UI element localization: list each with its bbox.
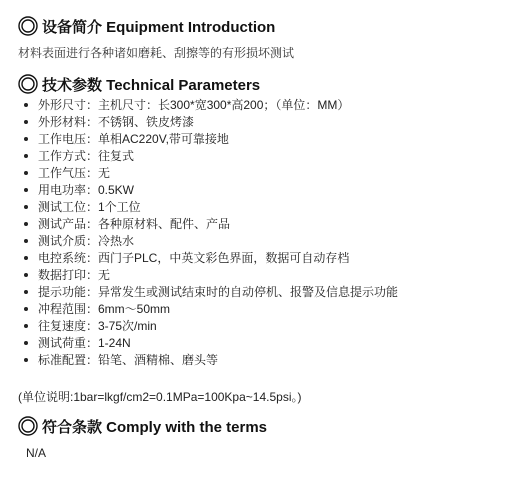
parameter-list — [18, 96, 398, 368]
bullet-icon — [24, 290, 28, 294]
bullet-icon — [24, 273, 28, 277]
list-item — [18, 164, 398, 181]
list-item — [18, 198, 398, 215]
parameter-text: 电控系统：西门子PLC，中英文彩色界面，数据可自动存档 — [38, 251, 350, 265]
list-item — [18, 215, 398, 232]
parameters-title: 技术参数 Technical Parameters — [42, 76, 261, 94]
bullet-icon — [24, 137, 28, 141]
parameter-text: 外形尺寸：主机尺寸：长300*宽300*高200；（单位：MM） — [38, 98, 350, 112]
equipment-description: 材料表面进行各种诸如磨耗、刮擦等的有形损坏测试 — [18, 46, 295, 60]
double-circle-icon — [18, 16, 38, 36]
list-item — [18, 249, 398, 266]
list-item — [18, 334, 398, 351]
list-item — [18, 130, 398, 147]
double-circle-icon — [18, 74, 38, 94]
bullet-icon — [24, 154, 28, 158]
bullet-icon — [24, 358, 28, 362]
comply-value: N/A — [26, 446, 47, 460]
parameter-text: 往复速度：3-75次/min — [38, 319, 157, 333]
parameter-text: 工作气压：无 — [38, 166, 111, 180]
bullet-icon — [24, 171, 28, 175]
parameter-text: 提示功能：异常发生或测试结束时的自动停机、报警及信息提示功能 — [38, 285, 399, 299]
list-item — [18, 96, 398, 113]
parameter-text: 工作电压：单相AC220V,带可靠接地 — [38, 132, 229, 146]
parameter-text: 测试产品：各种原材料、配件、产品 — [38, 217, 231, 231]
list-item — [18, 266, 398, 283]
parameter-text: 用电功率：0.5KW — [38, 183, 135, 197]
double-circle-icon — [18, 416, 38, 436]
parameter-text: 外形材料：不锈钢、铁皮烤漆 — [38, 115, 195, 129]
parameter-text: 数据打印：无 — [38, 268, 111, 282]
bullet-icon — [24, 341, 28, 345]
list-item — [18, 113, 398, 130]
bullet-icon — [24, 307, 28, 311]
comply-section-header — [18, 414, 267, 438]
equipment-title: 设备简介 Equipment Introduction — [42, 18, 276, 36]
parameter-text: 工作方式：往复式 — [38, 149, 135, 163]
bullet-icon — [24, 324, 28, 328]
bullet-icon — [24, 256, 28, 260]
list-item — [18, 283, 398, 300]
parameter-text: 冲程范围：6mm～50mm — [38, 302, 171, 316]
parameter-text: 标准配置：铅笔、酒精棉、磨头等 — [38, 353, 219, 367]
list-item — [18, 181, 398, 198]
list-item — [18, 147, 398, 164]
parameter-text: 测试工位：1个工位 — [38, 200, 141, 214]
parameter-text: 测试荷重：1-24N — [38, 336, 131, 350]
bullet-icon — [24, 103, 28, 107]
bullet-icon — [24, 120, 28, 124]
parameters-section-header — [18, 72, 260, 96]
unit-note: (单位说明:1bar=lkgf/cm2=0.1MPa=100Kpa~14.5psi。) — [18, 390, 302, 404]
list-item — [18, 232, 398, 249]
bullet-icon — [24, 205, 28, 209]
list-item — [18, 300, 398, 317]
bullet-icon — [24, 239, 28, 243]
parameter-text: 测试介质：冷热水 — [38, 234, 135, 248]
list-item — [18, 351, 398, 368]
equipment-section-header — [18, 14, 275, 38]
bullet-icon — [24, 222, 28, 226]
bullet-icon — [24, 188, 28, 192]
comply-title: 符合条款 Comply with the terms — [42, 418, 268, 436]
list-item — [18, 317, 398, 334]
